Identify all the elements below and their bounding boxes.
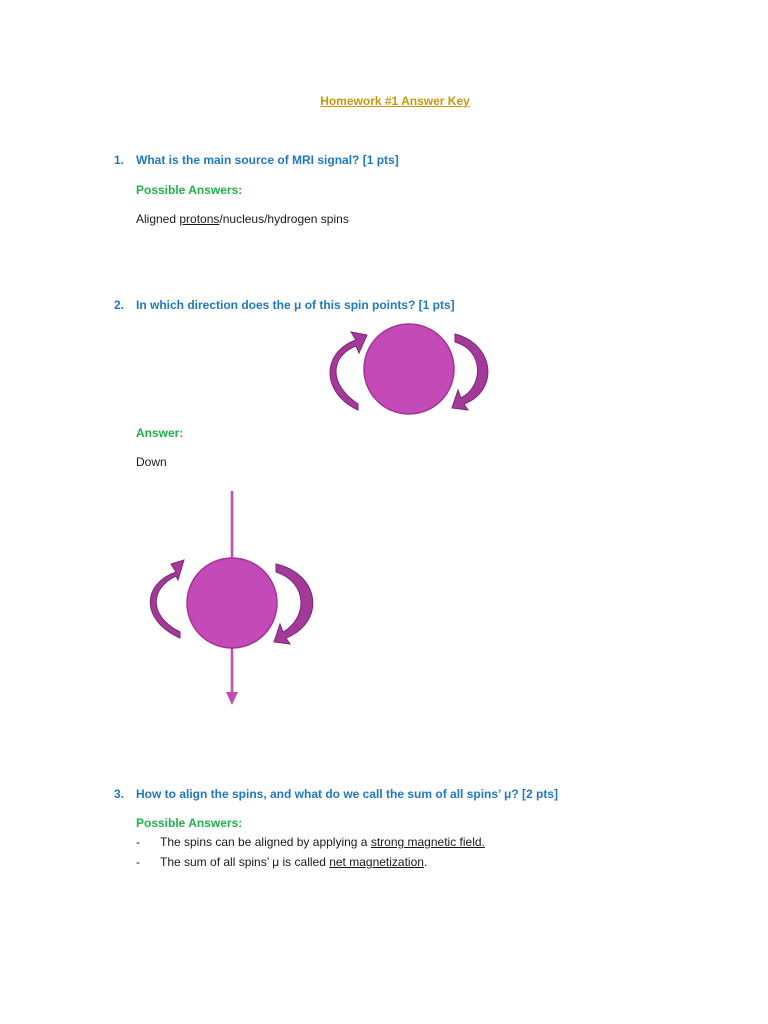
list-item xyxy=(136,855,427,869)
right-curved-arrow-icon xyxy=(452,334,488,410)
question-3-answer-label: Possible Answers: xyxy=(136,816,243,830)
bullet-text-underlined: strong magnetic field. xyxy=(370,835,485,849)
spin-circle xyxy=(364,324,454,414)
left-curved-arrow-icon xyxy=(330,332,367,410)
spin-circle xyxy=(187,558,277,648)
spin-figure-answer xyxy=(140,488,322,710)
question-2-number: 2. xyxy=(114,298,125,312)
mu-arrow-down-icon xyxy=(226,692,238,705)
bullet-dash: - xyxy=(136,855,140,869)
question-2-answer: Down xyxy=(136,455,167,469)
answer-text-post: /nucleus/hydrogen spins xyxy=(219,212,349,226)
spin-figure-question xyxy=(318,326,496,414)
question-2 xyxy=(114,298,455,312)
page-title: Homework #1 Answer Key xyxy=(320,94,470,108)
question-1 xyxy=(114,153,399,167)
answer-text-underlined: protons xyxy=(179,212,220,226)
question-2-answer-label: Answer: xyxy=(136,426,184,440)
right-curved-arrow-icon xyxy=(274,564,313,644)
question-1-answer-label: Possible Answers: xyxy=(136,183,243,197)
list-item xyxy=(136,835,485,849)
question-2-text: In which direction does the μ of this spin points? [1 pts] xyxy=(136,298,455,312)
question-3-number: 3. xyxy=(114,787,125,801)
question-3 xyxy=(114,787,558,801)
question-1-text: What is the main source of MRI signal? [1 pts] xyxy=(136,153,399,167)
bullet-text-underlined: net magnetization xyxy=(329,855,424,869)
bullet-text-pre: The spins can be aligned by applying a xyxy=(160,835,371,849)
question-3-text: How to align the spins, and what do we call the sum of all spins’ μ? [2 pts] xyxy=(136,787,559,801)
bullet-text-post: . xyxy=(423,855,428,869)
question-1-number: 1. xyxy=(114,153,125,167)
question-1-answer xyxy=(136,212,349,226)
left-curved-arrow-icon xyxy=(150,560,184,638)
answer-text-pre: Aligned xyxy=(136,212,180,226)
bullet-dash: - xyxy=(136,835,140,849)
bullet-text-pre: The sum of all spins’ μ is called xyxy=(160,855,330,869)
